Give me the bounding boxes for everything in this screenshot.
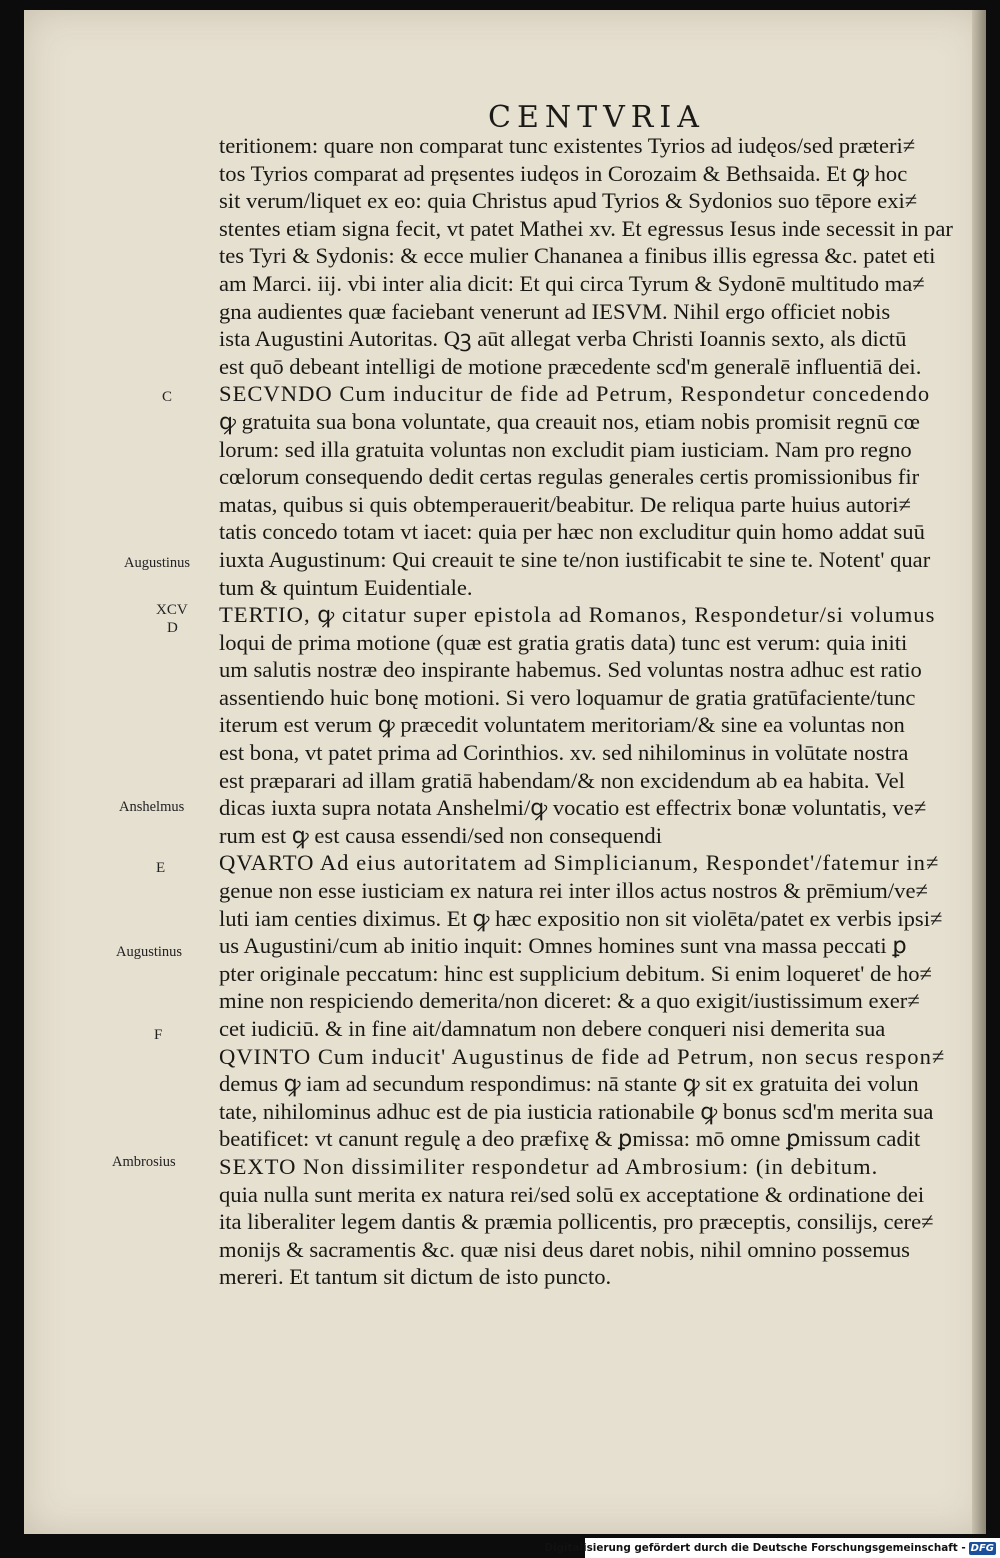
text-line: ꝙ gratuita sua bona voluntate, qua creauit nos, etiam nobis promisit regnū cœ [219,408,920,434]
margin-note-c: C [162,389,173,405]
text-line: cet iudiciū. & in fine ait/damnatum non debere conqueri nisi demerita sua [219,1016,886,1041]
text-line: dicas iuxta supra notata Anshelmi/ꝙ vocatio est effectrix bonæ voluntatis, ve≠ [219,795,927,821]
text-line: monijs & sacramentis &c. quæ nisi deus daret nobis, nihil omnino possemus [219,1236,910,1262]
text-line: lorum: sed illa gratuita voluntas non excludit piam iusticiam. Nam pro regno [219,436,912,462]
margin-note-ambrosius: Ambrosius [112,1154,176,1170]
text-line: iterum est verum ꝙ præcedit voluntatem meritoriam/& sine ea voluntas non [219,712,905,738]
margin-note-anshelmus: Anshelmus [119,799,185,815]
text-line: tos Tyrios comparat ad pręsentes iudęos in Corozaim & Bethsaida. Et ꝙ hoc [219,160,908,186]
text-line: genue non esse iusticiam ex natura rei inter illos actus nostros & prēmium/ve≠ [219,878,928,904]
text-line: pter originale peccatum: hinc est supplicium debitum. Si enim loqueret' de ho≠ [219,960,932,986]
text-line: demus ꝙ iam ad secundum respondimus: nā stante ꝙ sit ex gratuita dei volun [219,1071,919,1097]
text-line: est præparari ad illam gratiā habendam/& non excidendum ab ea habita. Vel [219,767,905,793]
text-line: us Augustini/cum ab initio inquit: Omnes homines sunt vna massa peccati ꝑ [219,933,907,959]
body-text [219,132,964,1291]
margin-note-f: F [154,1027,163,1043]
text-line: tum & quintum Euidentiale. [219,574,473,600]
running-header: CENTVRIA [488,100,705,135]
text-line: tate, nihilominus adhuc est de pia iusticia rationabile ꝙ bonus scd'm merita sua [219,1098,934,1124]
text-line: gna audientes quæ faciebant venerunt ad IESVM. Nihil ergo officiet nobis [219,298,891,324]
text-line: est bona, vt patet prima ad Corinthios. xv. sed nihilominus in volūtate nostra [219,740,909,766]
dfg-logo-icon: DFG [970,1542,994,1554]
page-edge [972,10,986,1534]
text-line: assentiendo huic bonę motioni. Si vero loquamur de gratia gratūfaciente/tunc [219,684,916,710]
text-line: sit verum/liquet ex eo: quia Christus apud Tyrios & Sydonios suo tēpore exi≠ [219,188,918,214]
text-line: QVARTO Ad eius autoritatem ad Simplicianum, Respondet'/fatemur in≠ [219,850,940,876]
text-line: ista Augustini Autoritas. Qꝫ aūt allegat verba Christi Ioannis sexto, als dictū [219,326,907,352]
text-line: loqui de prima motione (quæ est gratia gratis data) tunc est verum: quia initi [219,629,908,655]
margin-note-d: D [167,620,178,636]
margin-note-xcv: XCV [156,602,188,618]
text-line: SEXTO Non dissimiliter respondetur ad Ambrosium: (in debitum. [219,1153,879,1179]
digitization-credit-bar [544,1538,1000,1558]
text-line: quia nulla sunt merita ex natura rei/sed solū ex acceptatione & ordinatione dei [219,1181,925,1207]
text-line: am Marci. iij. vbi inter alia dicit: Et qui circa Tyrum & Sydonē multitudo ma≠ [219,270,925,296]
text-line: tatis concedo totam vt iacet: quia per hæc non excluditur quin homo addat suū [219,519,925,545]
text-line: SECVNDO Cum inducitur de fide ad Petrum, Respondetur concedendo [219,381,931,407]
text-line: mine non respiciendo demerita/non diceret: & a quo exigit/iustissimum exer≠ [219,988,920,1014]
margin-note-augustinus: Augustinus [124,555,191,571]
text-line: QVINTO Cum inducit' Augustinus de fide ad Petrum, non secus respon≠ [219,1043,946,1069]
text-line: luti iam centies diximus. Et ꝙ hæc expositio non sit violēta/patet ex verbis ipsi≠ [219,905,943,931]
text-line: teritionem: quare non comparat tunc existentes Tyrios ad iudęos/sed præteri≠ [219,133,916,158]
text-line: TERTIO, ꝙ citatur super epistola ad Romanos, Respondetur/si volumus [219,602,936,628]
credit-text: Digitalisierung gefördert durch die Deutsche Forschungsgemeinschaft - [544,1542,966,1554]
text-line: matas, quibus si quis obtemperauerit/beabitur. De reliqua parte huius autori≠ [219,491,911,517]
text-line: rum est ꝙ est causa essendi/sed non consequendi [219,822,663,848]
text-line: beatificet: vt canunt regulę a deo præfixę & ꝑmissa: mō omne ꝑmissum cadit [219,1126,921,1152]
text-line: cœlorum consequendo dedit certas regulas generales certis promissionibus fir [219,464,920,490]
margin-note-e: E [156,860,166,876]
text-line: tes Tyri & Sydonis: & ecce mulier Chananea a finibus illis egressa &c. patet eti [219,243,936,269]
text-line: um salutis nostræ deo inspirante habemus. Sed voluntas nostra adhuc est ratio [219,657,922,683]
text-line: iuxta Augustinum: Qui creauit te sine te/non iustificabit te sine te. Notent' quar [219,546,931,572]
text-line: ita liberaliter legem dantis & præmia pollicentis, pro præceptis, consilijs, cere≠ [219,1209,934,1235]
text-line: est quō debeant intelligi de motione præcedente scd'm generalē influentiā dei. [219,353,922,379]
text-line: mereri. Et tantum sit dictum de isto puncto. [219,1264,612,1290]
text-line: stentes etiam signa fecit, vt patet Mathei xv. Et egressus Iesus inde secessit in par [219,215,953,241]
margin-note-augustinus-2: Augustinus [116,944,183,960]
